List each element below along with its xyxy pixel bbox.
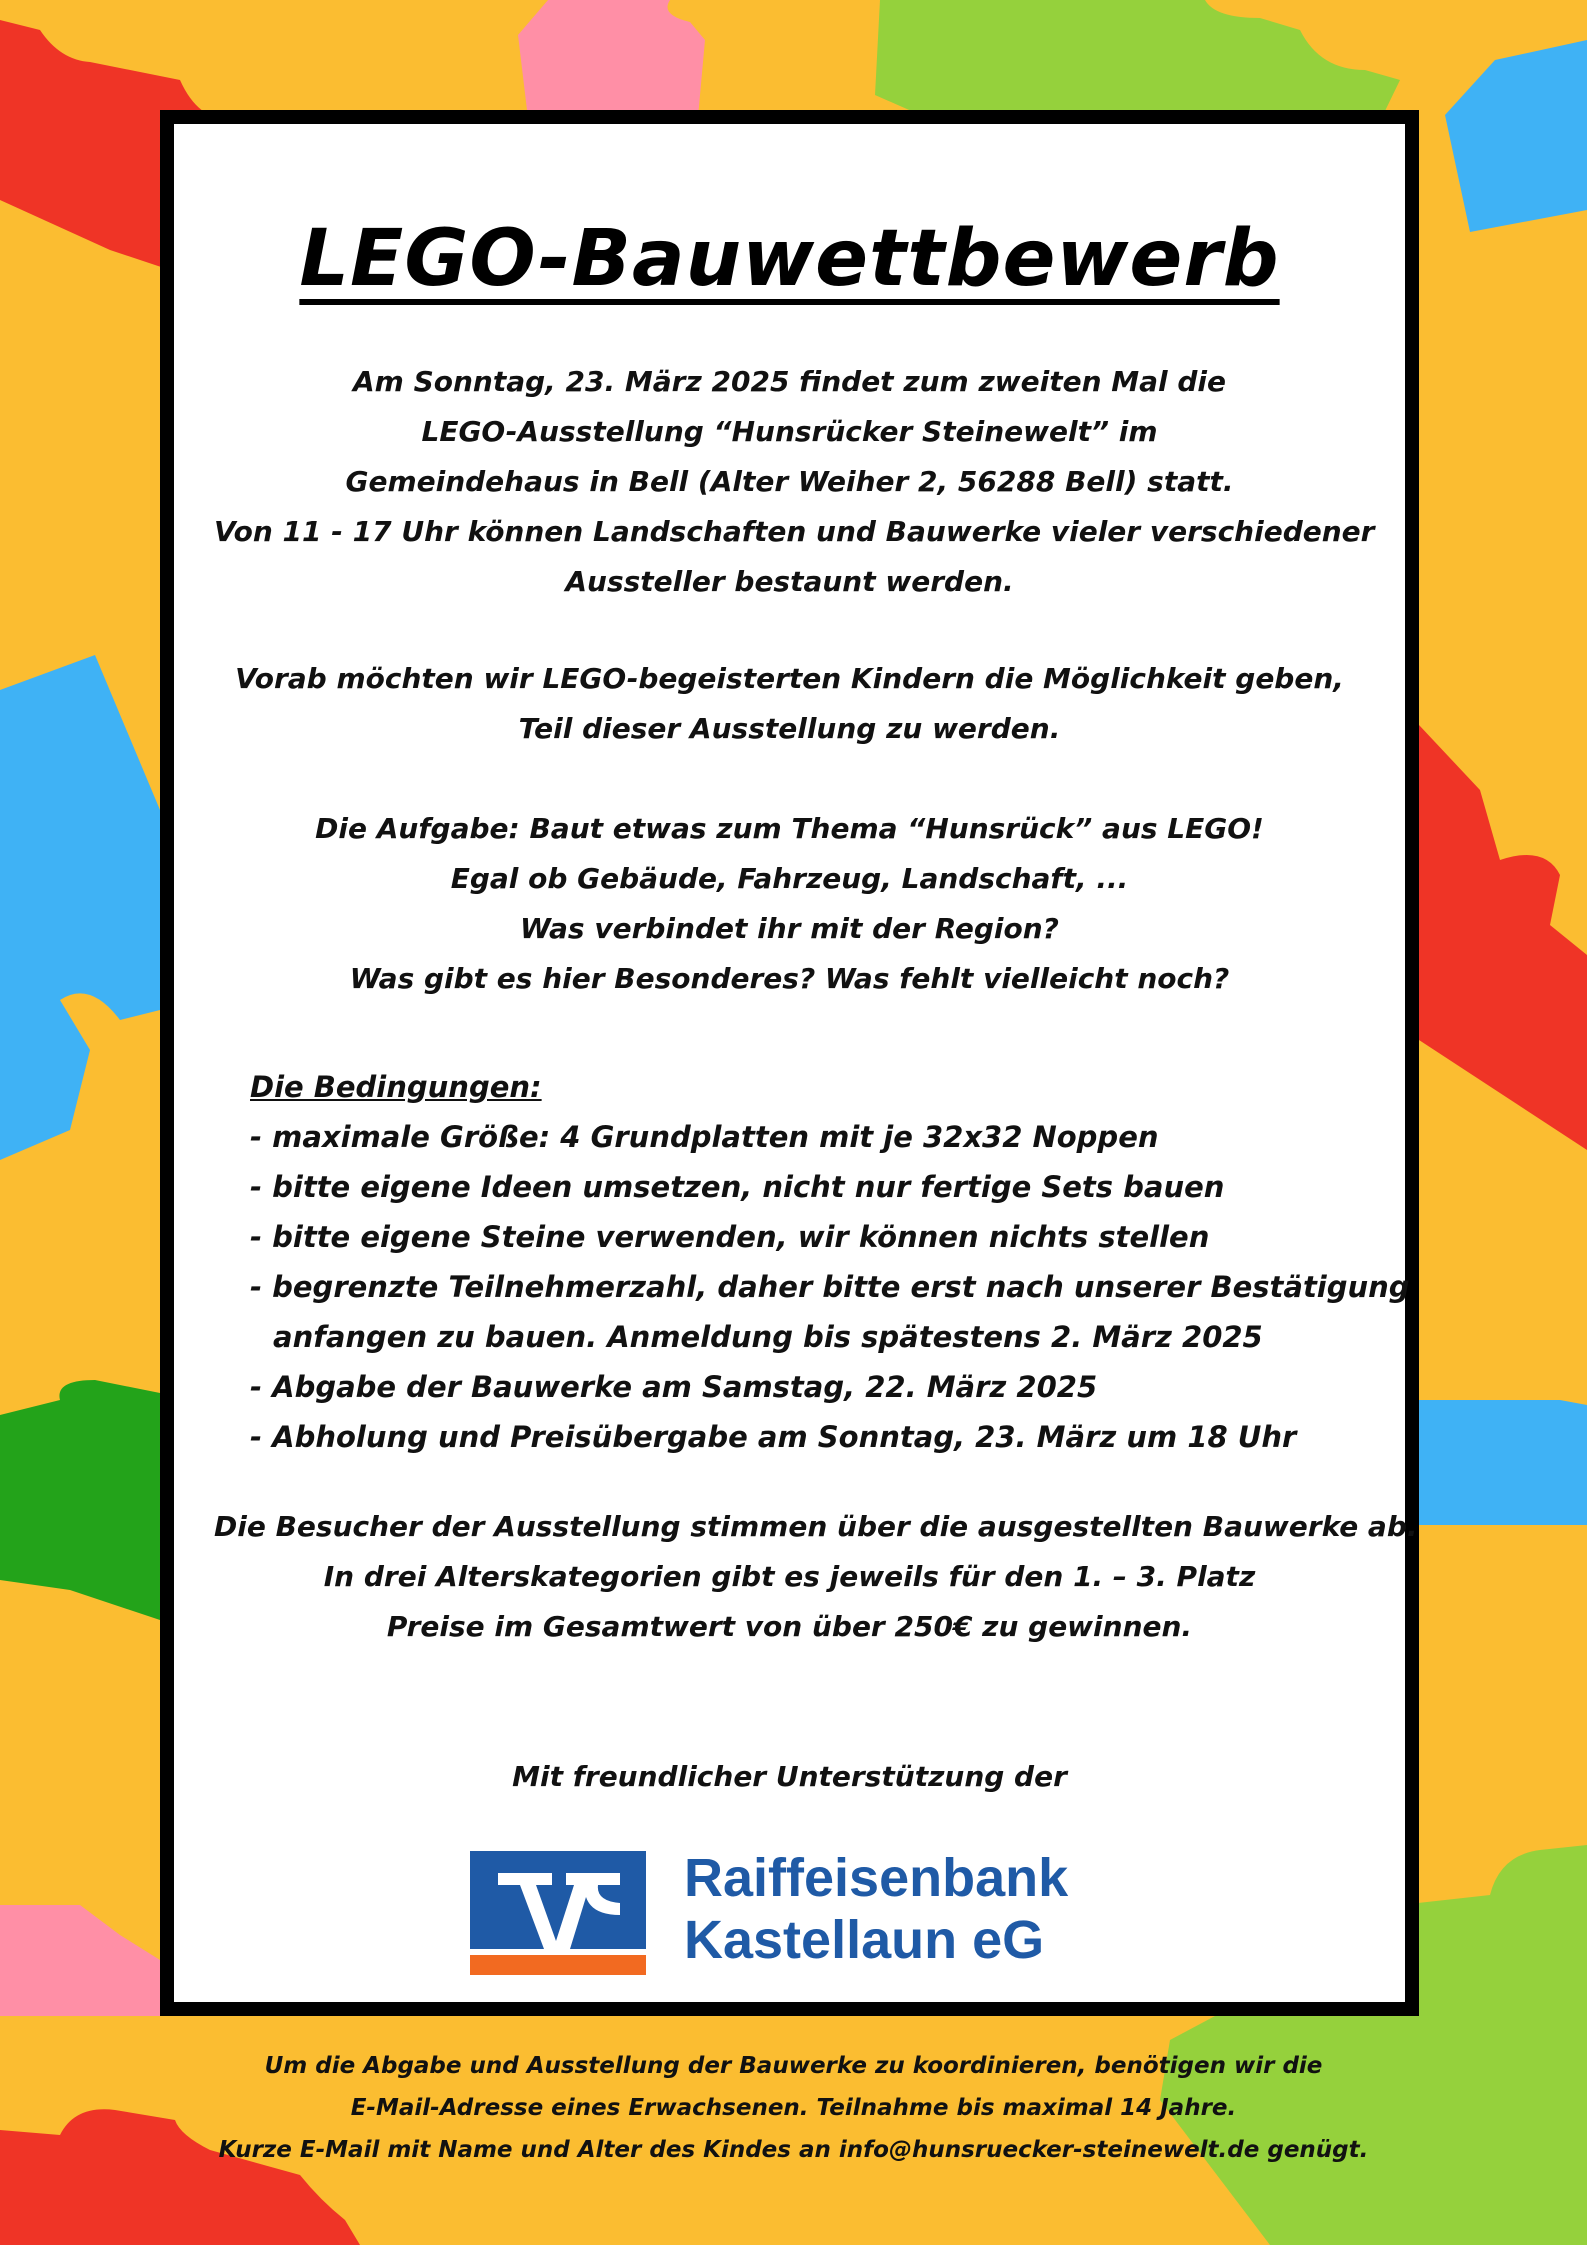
voting-paragraph	[214, 1502, 1418, 1652]
task-line: Egal ob Gebäude, Fahrzeug, Landschaft, ...	[450, 862, 1129, 895]
red-brick-right	[1419, 725, 1587, 1150]
voting-line: In drei Alterskategorien gibt es jeweils für den 1. – 3. Platz	[323, 1560, 1256, 1593]
task-line: Was verbindet ihr mit der Region?	[520, 912, 1059, 945]
bank-logo-block	[470, 1848, 1170, 1981]
bank-name	[684, 1847, 1068, 1971]
blue-brick-right-top	[1445, 40, 1587, 232]
blue-brick-right-lower	[1419, 1400, 1587, 1525]
list-item: - maximale Größe: 4 Grundplatten mit je 32x32 Noppen	[250, 1120, 1159, 1154]
task-line: Was gibt es hier Besonderes? Was fehlt vielleicht noch?	[349, 962, 1230, 995]
task-line: Die Aufgabe: Baut etwas zum Thema “Hunsrück” aus LEGO!	[315, 812, 1264, 845]
invite-line: Teil dieser Ausstellung zu werden.	[518, 712, 1061, 745]
support-text: Mit freundlicher Unterstützung der	[512, 1760, 1067, 1793]
bank-name-line2: Kastellaun eG	[684, 1910, 1045, 1970]
voting-line: Die Besucher der Ausstellung stimmen über die ausgestellten Bauwerke ab.	[214, 1510, 1418, 1543]
intro-line: Gemeindehaus in Bell (Alter Weiher 2, 56288 Bell) statt.	[345, 465, 1234, 498]
pink-brick-left-bottom	[0, 1905, 160, 2016]
conditions-list	[250, 1112, 1410, 1462]
invite-paragraph	[214, 654, 1365, 754]
invite-line: Vorab möchten wir LEGO-begeisterten Kindern die Möglichkeit geben,	[235, 662, 1344, 695]
flyer-card	[160, 110, 1419, 2016]
list-item: - bitte eigene Ideen umsetzen, nicht nur fertige Sets bauen	[250, 1170, 1225, 1204]
blue-brick-left	[0, 655, 160, 1160]
list-item: anfangen zu bauen. Anmeldung bis spätestens 2. März 2025	[273, 1320, 1263, 1354]
footer-line: E-Mail-Adresse eines Erwachsenen. Teilnahme bis maximal 14 Jahre.	[350, 2095, 1237, 2121]
footer-note	[0, 2045, 1587, 2171]
list-item: - bitte eigene Steine verwenden, wir können nichts stellen	[250, 1220, 1210, 1254]
list-item: - begrenzte Teilnehmerzahl, daher bitte erst nach unserer Bestätigung	[250, 1270, 1410, 1304]
intro-line: LEGO-Ausstellung “Hunsrücker Steinewelt” im	[421, 415, 1158, 448]
page-title: LEGO-Bauwettbewerb	[299, 214, 1280, 304]
footer-line: Kurze E-Mail mit Name und Alter des Kindes an info@hunsruecker-steinewelt.de genügt.	[218, 2137, 1369, 2163]
intro-line: Von 11 - 17 Uhr können Landschaften und Bauwerke vieler verschiedener	[214, 515, 1375, 548]
task-paragraph	[214, 804, 1365, 1004]
list-item: - Abholung und Preisübergabe am Sonntag, 23. März um 18 Uhr	[250, 1420, 1297, 1454]
intro-line: Aussteller bestaunt werden.	[565, 565, 1014, 598]
conditions-section	[250, 1062, 1410, 1462]
list-item: - Abgabe der Bauwerke am Samstag, 22. März 2025	[250, 1370, 1098, 1404]
bank-name-line1: Raiffeisenbank	[684, 1848, 1069, 1908]
voting-line: Preise im Gesamtwert von über 250€ zu gewinnen.	[386, 1610, 1193, 1643]
intro-paragraph	[214, 357, 1375, 607]
intro-line: Am Sonntag, 23. März 2025 findet zum zweiten Mal die	[352, 365, 1227, 398]
conditions-heading: Die Bedingungen:	[250, 1070, 542, 1104]
volksbank-raiffeisenbank-logo-icon	[470, 1851, 646, 1975]
footer-line: Um die Abgabe und Ausstellung der Bauwerke zu koordinieren, benötigen wir die	[264, 2053, 1323, 2079]
